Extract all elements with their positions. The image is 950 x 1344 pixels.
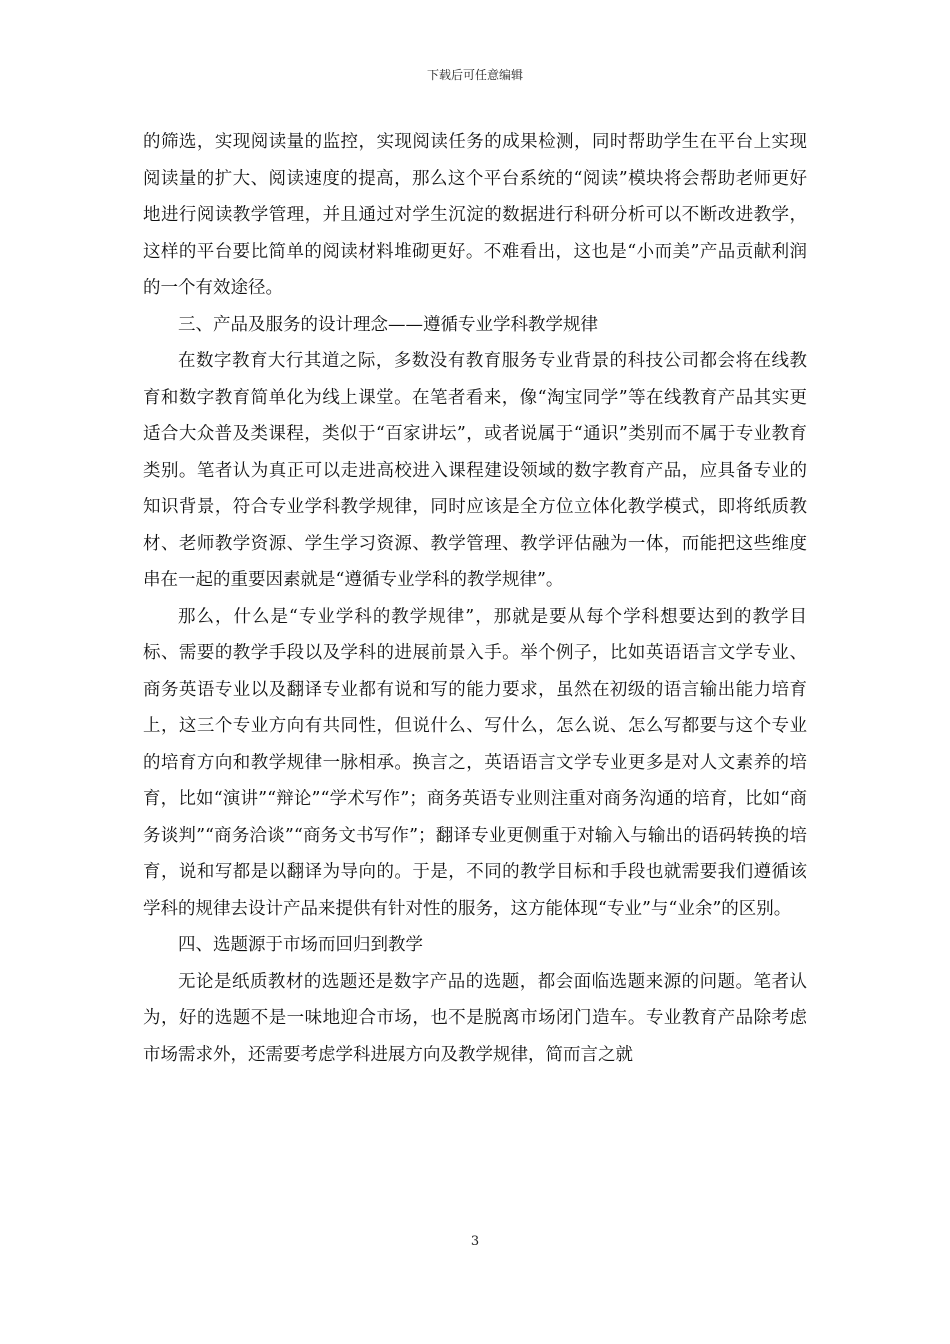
- paragraph-continuation: 的筛选，实现阅读量的监控，实现阅读任务的成果检测，同时帮助学生在平台上实现阅读量的扩大、阅读速度的提高，那么这个平台系统的“阅读”模块将会帮助老师更好地进行阅读教学管理，并且通过对学生沉淀的数据进行科研分析可以不断改进教学，这样的平台要比简单的阅读材料堆砌更好。不难看出，这也是“小而美”产品贡献利润的一个有效途径。: [143, 132, 807, 298]
- section-heading-3: 三、产品及服务的设计理念——遵循专业学科教学规律: [178, 314, 598, 335]
- section-heading-4: 四、选题源于市场而回归到教学: [178, 935, 423, 955]
- paragraph-digital-education: 在数字教育大行其道之际，多数没有教育服务专业背景的科技公司都会将在线教育和数字教育简单化为线上课堂。在笔者看来，像“淘宝同学”等在线教育产品其实更适合大众普及类课程，类似于“百家讲坛”，或者说属于“通识”类别而不属于专业教育类别。笔者认为真正可以走进高校进入课程建设领域的数字教育产品，应具备专业的知识背景，符合专业学科教学规律，同时应该是全方位立体化教学模式，即将纸质教材、老师教学资源、学生学习资源、教学管理、教学评估融为一体，而能把这些维度串在一起的重要因素就是“遵循专业学科的教学规律”。: [143, 351, 807, 590]
- paragraph-topic-selection: 无论是纸质教材的选题还是数字产品的选题，都会面临选题来源的问题。笔者认为，好的选题不是一味地迎合市场，也不是脱离市场闭门造车。专业教育产品除考虑市场需求外，还需要考虑学科进展方向及教学规律，简而言之就: [143, 971, 807, 1065]
- page-number: 3: [470, 1234, 480, 1249]
- paragraph-teaching-rules: 那么，什么是“专业学科的教学规律”，那就是要从每个学科想要达到的教学目标、需要的教学手段以及学科的进展前景入手。举个例子，比如英语语言文学专业、商务英语专业以及翻译专业都有说和写的能力要求，虽然在初级的语言输出能力培育上，这三个专业方向有共同性，但说什么、写什么，怎么说、怎么写都要与这个专业的培育方向和教学规律一脉相承。换言之，英语语言文学专业更多是对人文素养的培育，比如“演讲”“辩论”“学术写作”；商务英语专业则注重对商务沟通的培育，比如“商务谈判”“商务洽谈”“商务文书写作”；翻译专业更侧重于对输入与输出的语码转换的培育，说和写都是以翻译为导向的。于是，不同的教学目标和手段也就需要我们遵循该学科的规律去设计产品来提供有针对性的服务，这方能体现“专业”与“业余”的区别。: [143, 606, 807, 919]
- page-header: 下载后可任意编辑: [426, 68, 523, 82]
- document-body: [143, 124, 807, 1073]
